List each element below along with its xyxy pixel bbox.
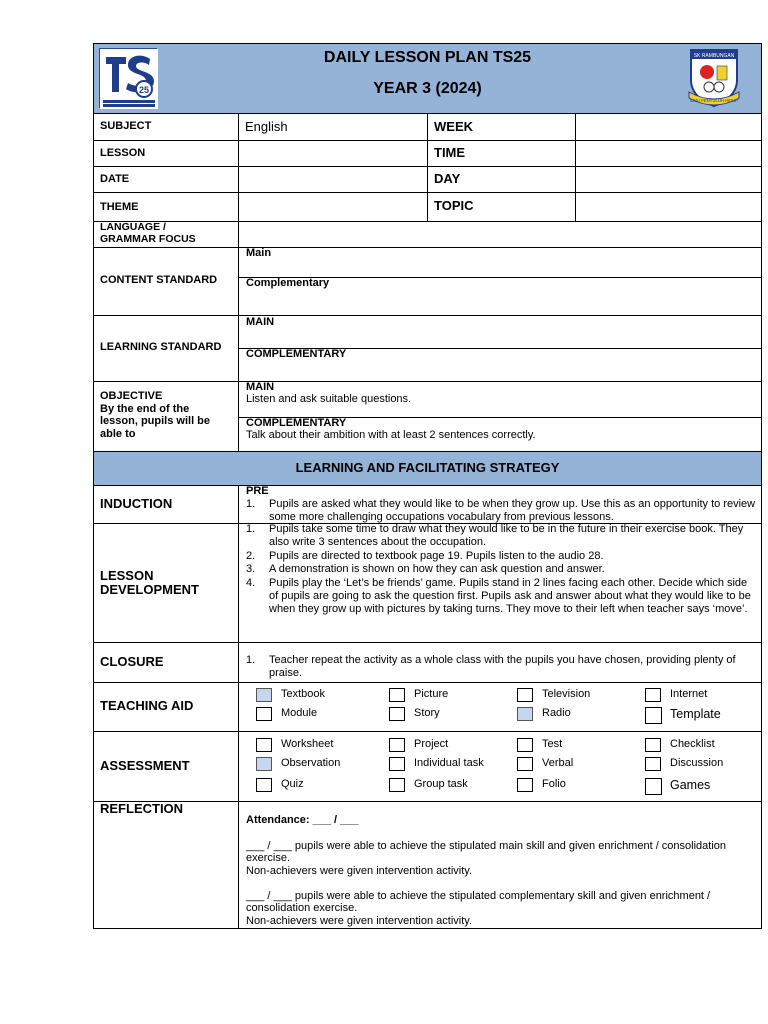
assessment-label: ASSESSMENT bbox=[100, 758, 190, 773]
step-number: 1. bbox=[246, 498, 256, 510]
day-field[interactable] bbox=[576, 167, 761, 191]
strategy-title: LEARNING AND FACILITATING STRATEGY bbox=[295, 460, 560, 475]
teaching-aid-label-picture: Picture bbox=[414, 688, 449, 700]
crest-motto: ILMU PENYULUH HIDUP bbox=[689, 98, 739, 103]
page-title: DAILY LESSON PLAN TS25 bbox=[323, 49, 532, 66]
assessment-checkbox-games[interactable] bbox=[645, 778, 662, 795]
development-steps bbox=[246, 523, 756, 617]
theme-field[interactable] bbox=[239, 193, 426, 220]
teaching-aid-label: TEACHING AID bbox=[100, 698, 194, 713]
objective-label-line-4: able to bbox=[100, 428, 136, 440]
assessment-label-games: Games bbox=[670, 778, 711, 792]
language-focus-label-2: GRAMMAR FOCUS bbox=[100, 233, 196, 245]
assessment-checkbox-worksheet[interactable] bbox=[256, 738, 272, 752]
reflection-complementary-line-2: consolidation exercise. bbox=[246, 902, 358, 914]
language-focus-field[interactable] bbox=[239, 222, 761, 246]
induction-pre-label: PRE bbox=[246, 485, 269, 497]
lesson-label: LESSON bbox=[100, 147, 146, 159]
assessment-checkbox-individual-task[interactable] bbox=[389, 757, 405, 771]
closure-steps bbox=[246, 654, 756, 681]
step-text: Pupils are directed to textbook page 19. Pupils listen to the audio 28. bbox=[269, 549, 604, 562]
teaching-aid-label-radio: Radio bbox=[542, 707, 571, 719]
assessment-checkbox-test[interactable] bbox=[517, 738, 533, 752]
school-crest bbox=[687, 46, 741, 110]
reflection-main-line-2: exercise. bbox=[246, 852, 291, 864]
step-text: Pupils are asked what they would like to be when they grow up. Use this as an opportunity to review some more challenging occupations vocabulary from previous lessons. bbox=[269, 498, 756, 524]
teaching-aid-checkbox-textbook[interactable] bbox=[256, 688, 272, 702]
reflection-main-line-1: ___ / ___ pupils were able to achieve the stipulated main skill and given enrichment / consolidation bbox=[246, 840, 727, 852]
assessment-label-verbal: Verbal bbox=[542, 757, 574, 769]
step-text: A demonstration is shown on how they can ask question and answer. bbox=[269, 563, 605, 576]
teaching-aid-label-internet: Internet bbox=[670, 688, 708, 700]
assessment-label-worksheet: Worksheet bbox=[281, 738, 334, 750]
teaching-aid-label-module: Module bbox=[281, 707, 318, 719]
teaching-aid-checkbox-story[interactable] bbox=[389, 707, 405, 721]
time-field[interactable] bbox=[576, 141, 761, 165]
step-text: Teacher repeat the activity as a whole class with the pupils you have chosen, providing plenty of praise. bbox=[269, 654, 736, 680]
assessment-label-observation: Observation bbox=[281, 757, 341, 769]
assessment-label-project: Project bbox=[414, 738, 449, 750]
teaching-aid-label-template: Template bbox=[670, 707, 721, 721]
induction-label: INDUCTION bbox=[100, 496, 173, 511]
reflection-complementary-line-1: ___ / ___ pupils were able to achieve the stipulated complementary skill and given enrichment / bbox=[246, 890, 711, 902]
objective-complementary-text: Talk about their ambition with at least 2 sentences correctly. bbox=[246, 429, 536, 441]
teaching-aid-checkbox-television[interactable] bbox=[517, 688, 533, 702]
content-standard-main: Main bbox=[246, 247, 272, 259]
objective-main-text: Listen and ask suitable questions. bbox=[246, 393, 412, 405]
step-number: 3. bbox=[246, 563, 256, 576]
theme-label: THEME bbox=[100, 201, 139, 213]
week-label: WEEK bbox=[434, 119, 473, 134]
date-field[interactable] bbox=[239, 167, 426, 191]
assessment-label-discussion: Discussion bbox=[670, 757, 724, 769]
step-text: Pupils take some time to draw what they would like to be in the future in their exercise book. They also write 3 sentences about the occupation. bbox=[269, 523, 744, 549]
teaching-aid-checkbox-radio[interactable] bbox=[517, 707, 533, 721]
step-item bbox=[246, 563, 756, 576]
objective-main-label: MAIN bbox=[246, 381, 275, 393]
assessment-checkbox-folio[interactable] bbox=[517, 778, 533, 792]
assessment-checkbox-group-task[interactable] bbox=[389, 778, 405, 792]
lesson-development-label: LESSON bbox=[100, 568, 154, 583]
step-item bbox=[246, 550, 756, 563]
step-number: 1. bbox=[246, 523, 256, 535]
assessment-checkbox-quiz[interactable] bbox=[256, 778, 272, 792]
time-label: TIME bbox=[434, 145, 466, 160]
assessment-checkbox-discussion[interactable] bbox=[645, 757, 661, 771]
reflection-main-line-3: Non-achievers were given intervention activity. bbox=[246, 865, 473, 877]
assessment-label-group-task: Group task bbox=[414, 778, 468, 790]
objective-label-line-2: By the end of the bbox=[100, 403, 190, 415]
page-subtitle: YEAR 3 (2024) bbox=[373, 80, 482, 97]
induction-steps bbox=[246, 498, 756, 525]
reflection-label: REFLECTION bbox=[100, 801, 184, 816]
teaching-aid-checkbox-internet[interactable] bbox=[645, 688, 661, 702]
assessment-label-quiz: Quiz bbox=[281, 778, 304, 790]
teaching-aid-label-television: Television bbox=[542, 688, 591, 700]
step-number: 2. bbox=[246, 549, 256, 562]
assessment-checkbox-verbal[interactable] bbox=[517, 757, 533, 771]
teaching-aid-label-textbook: Textbook bbox=[281, 688, 326, 700]
learning-standard-main: MAIN bbox=[246, 316, 275, 328]
lesson-development-label-line-2: DEVELOPMENT bbox=[100, 582, 199, 597]
logo-number: 25 bbox=[138, 85, 150, 95]
reflection-complementary-line-3: Non-achievers were given intervention activity. bbox=[246, 915, 473, 927]
teaching-aid-checkbox-module[interactable] bbox=[256, 707, 272, 721]
closure-label: CLOSURE bbox=[100, 654, 164, 669]
content-standard-complementary: Complementary bbox=[246, 277, 330, 289]
step-item bbox=[246, 577, 756, 617]
date-label: DATE bbox=[100, 173, 130, 185]
assessment-label-test: Test bbox=[542, 738, 563, 750]
teaching-aid-label-story: Story bbox=[414, 707, 440, 719]
assessment-checkbox-project[interactable] bbox=[389, 738, 405, 752]
learning-standard-label: LEARNING STANDARD bbox=[100, 341, 222, 353]
step-number: 1. bbox=[246, 654, 256, 666]
step-item bbox=[246, 498, 756, 525]
objective-complementary-label: COMPLEMENTARY bbox=[246, 417, 347, 429]
topic-field[interactable] bbox=[576, 193, 761, 220]
step-item bbox=[246, 523, 756, 550]
objective-label-line-3: lesson, pupils will be bbox=[100, 415, 211, 427]
crest-top-text: SK RAMBUNGAN bbox=[693, 53, 735, 59]
assessment-label-folio: Folio bbox=[542, 778, 566, 790]
teaching-aid-checkbox-template[interactable] bbox=[645, 707, 662, 724]
day-label: DAY bbox=[434, 171, 461, 186]
content-standard-label: CONTENT STANDARD bbox=[100, 274, 218, 286]
objective-label: OBJECTIVE bbox=[100, 390, 163, 402]
subject-label: SUBJECT bbox=[100, 120, 152, 132]
teaching-aid-checkbox-picture[interactable] bbox=[389, 688, 405, 702]
step-number: 4. bbox=[246, 576, 256, 589]
step-text: Pupils play the ‘Let’s be friends’ game. Pupils stand in 2 lines facing each other. Decide which side of pupils are going to ask the question first. Pupils ask and answer about what they would like to be when they grow up with pictures by taking turns. They move to their left when teacher says ‘move’. bbox=[269, 576, 751, 616]
assessment-checkbox-checklist[interactable] bbox=[645, 738, 661, 752]
assessment-checkbox-observation[interactable] bbox=[256, 757, 272, 771]
assessment-label-checklist: Checklist bbox=[670, 738, 715, 750]
language-focus-label-1: LANGUAGE / bbox=[100, 221, 166, 233]
school-crest-icon bbox=[687, 46, 741, 110]
week-field[interactable] bbox=[576, 114, 761, 139]
learning-standard-complementary: COMPLEMENTARY bbox=[246, 348, 347, 360]
assessment-label-individual-task: Individual task bbox=[414, 757, 484, 769]
step-item bbox=[246, 654, 756, 681]
attendance-line[interactable]: Attendance: ___ / ___ bbox=[246, 814, 359, 826]
lesson-field[interactable] bbox=[239, 141, 426, 165]
topic-label: TOPIC bbox=[434, 198, 474, 213]
subject-value[interactable]: English bbox=[245, 119, 288, 134]
